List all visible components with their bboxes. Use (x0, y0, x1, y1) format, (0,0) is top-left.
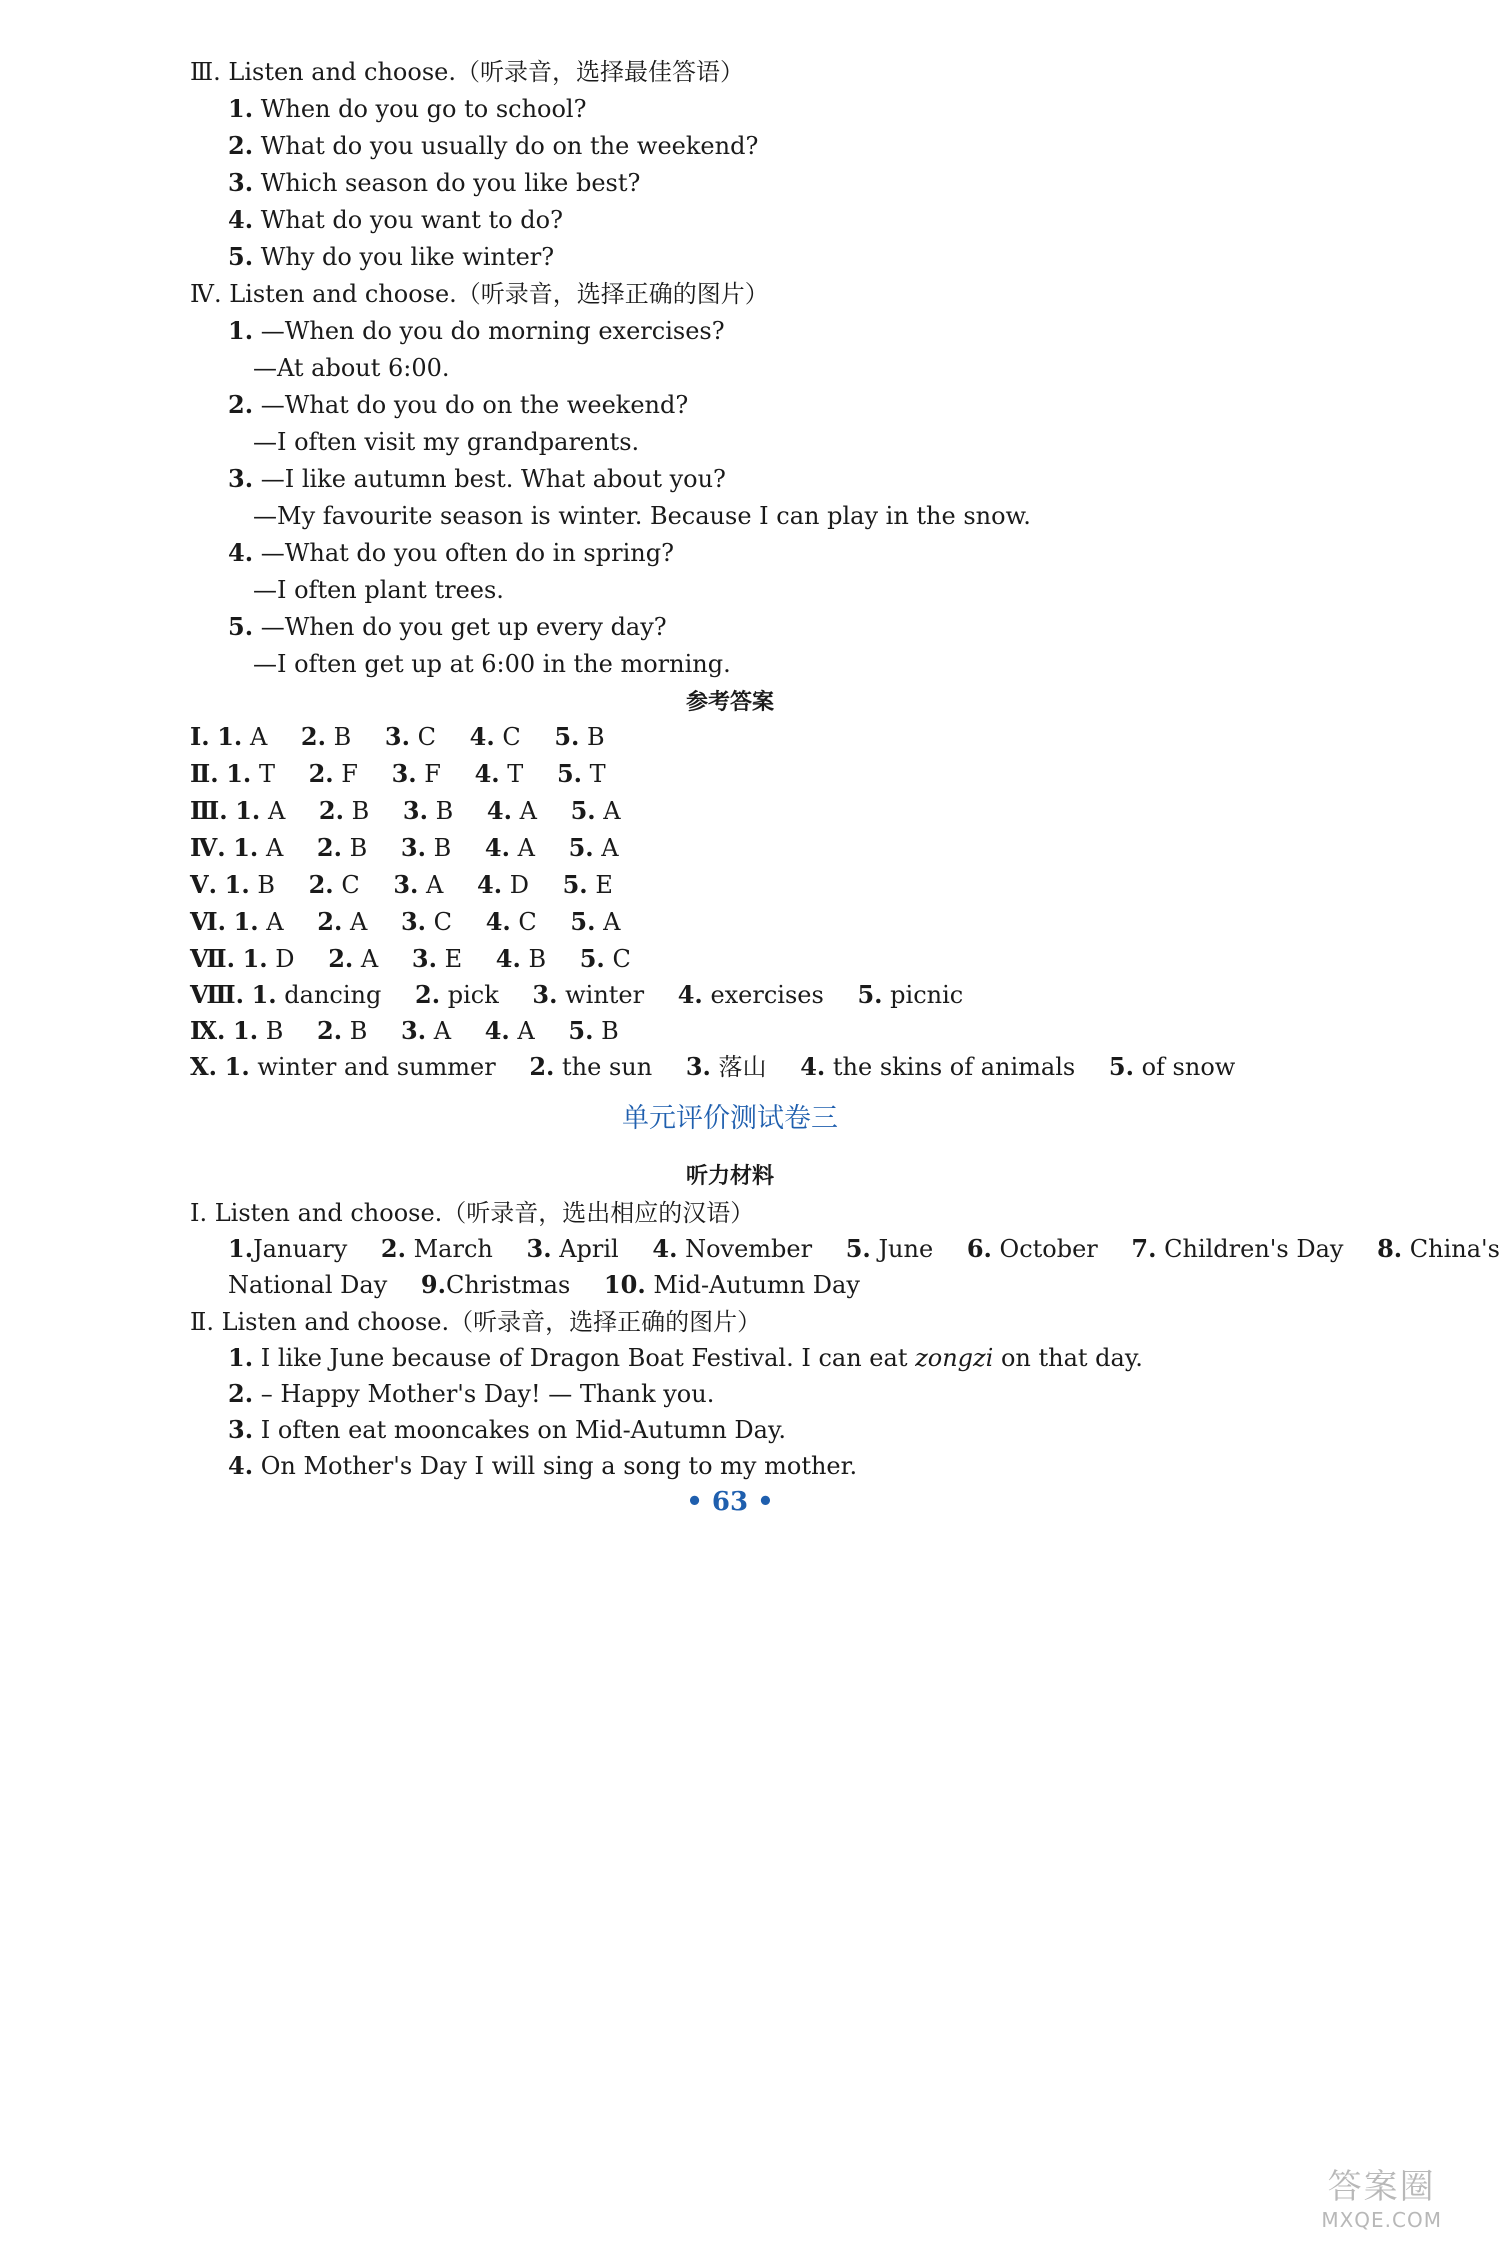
item-number: 1. (228, 316, 254, 345)
dialog-reply: —I often plant trees. (253, 576, 504, 604)
answer-num: 1. (224, 1052, 250, 1081)
answer-value: T (507, 760, 524, 788)
answer-value: A (517, 1017, 535, 1045)
answer-num: 5. (556, 759, 583, 788)
answer-row (190, 832, 619, 864)
list-item (228, 1378, 714, 1410)
answer-num: 2. (308, 870, 334, 899)
item-text: April (559, 1235, 619, 1263)
item-number: 3. (228, 168, 254, 197)
answer-value: A (249, 723, 268, 751)
item-number: 6. (966, 1234, 992, 1263)
answer-row (190, 869, 613, 901)
item-text: —When do you get up every day? (260, 613, 667, 641)
answer-value: exercises (710, 981, 824, 1009)
item-text: What do you usually do on the weekend? (260, 132, 759, 160)
item-number: 2. (228, 390, 254, 419)
answer-num: 3. (393, 870, 419, 899)
answer-value: winter (565, 981, 645, 1009)
item-text: – Happy Mother's Day! — Thank you. (260, 1380, 715, 1408)
answer-value: picnic (890, 981, 964, 1009)
answer-num: 2. (328, 944, 354, 973)
answer-value: B (435, 797, 454, 825)
answer-num: 1. (242, 944, 268, 973)
answer-num: 4. (485, 907, 511, 936)
item-text: I often eat mooncakes on Mid-Autumn Day. (260, 1416, 786, 1444)
item-number: 8. (1377, 1234, 1403, 1263)
answer-num: 4. (486, 796, 512, 825)
unit-title: 单元评价测试卷三 (622, 1103, 838, 1134)
answer-value: A (266, 908, 284, 936)
item-text: I like June because of Dragon Boat Festival. I can eat (260, 1344, 916, 1372)
answer-num: 5. (1108, 1052, 1134, 1081)
answer-row (190, 795, 621, 827)
answer-value: 落山 (718, 1053, 767, 1081)
item-text: October (999, 1235, 1098, 1263)
item-text: Mid-Autumn Day (653, 1271, 860, 1299)
answer-num: 3. (532, 980, 558, 1009)
answer-num: 1. (226, 759, 252, 788)
answer-value: C (417, 723, 436, 751)
item-number: 3. (526, 1234, 552, 1263)
item-number: 2. (228, 1379, 254, 1408)
dialog-question (228, 537, 674, 569)
item-italic-word: zongzi (915, 1344, 994, 1372)
answer-value: A (360, 945, 379, 973)
answer-num: 4. (477, 870, 503, 899)
answer-row (190, 943, 631, 975)
answer-num: 4. (474, 759, 500, 788)
answer-value: B (351, 797, 370, 825)
answer-value: B (257, 871, 275, 899)
item-number: 4. (228, 1451, 254, 1480)
item-number: 2. (380, 1234, 406, 1263)
answer-num: 5. (570, 796, 596, 825)
answer-row (190, 1051, 1235, 1083)
answer-num: 5. (554, 722, 580, 751)
answer-value: A (601, 834, 619, 862)
answer-row (190, 721, 605, 753)
answer-num: 4. (484, 1016, 510, 1045)
answer-value: B (333, 723, 352, 751)
unit3-section-2-title: Ⅱ. Listen and choose.（听录音，选择正确的图片） (190, 1308, 762, 1336)
answer-num: 1. (251, 980, 277, 1009)
answer-value: winter and summer (257, 1053, 496, 1081)
item-number: 5. (228, 612, 254, 641)
answer-roman: Ⅶ. (190, 944, 235, 973)
answer-num: 1. (224, 870, 250, 899)
dialog-question (228, 463, 726, 495)
answer-num: 1. (235, 796, 261, 825)
item-text: What do you want to do? (260, 206, 563, 234)
answer-roman: Ⅴ. (190, 870, 217, 899)
item-number: 2. (228, 131, 254, 160)
answer-num: 2. (318, 796, 344, 825)
dialog-question (228, 389, 688, 421)
answer-num: 2. (317, 907, 343, 936)
answer-value: A (603, 908, 621, 936)
item-text: When do you go to school? (260, 95, 587, 123)
dialog-reply: —I often get up at 6:00 in the morning. (253, 650, 731, 678)
list-item (228, 130, 758, 162)
item-text: November (685, 1235, 813, 1263)
item-number: 3. (228, 1415, 254, 1444)
answer-value: C (502, 723, 521, 751)
answer-num: 2. (529, 1052, 555, 1081)
month-list-continued (228, 1269, 860, 1301)
answer-value: B (349, 834, 368, 862)
item-text: —When do you do morning exercises? (260, 317, 725, 345)
answer-num: 1. (233, 833, 259, 862)
item-number: 9. (420, 1270, 446, 1299)
list-item (228, 167, 640, 199)
dialog-question (228, 611, 667, 643)
list-item (228, 1342, 1143, 1374)
item-number: 4. (652, 1234, 678, 1263)
answer-num: 2. (308, 759, 334, 788)
answer-value: A (519, 797, 537, 825)
section-4-title: Ⅳ. Listen and choose.（听录音，选择正确的图片） (190, 280, 769, 308)
item-text: National Day (228, 1271, 388, 1299)
answer-value: the skins of animals (832, 1053, 1076, 1081)
answer-num: 5. (562, 870, 588, 899)
answer-num: 3. (411, 944, 437, 973)
answer-value: A (426, 871, 444, 899)
list-item (228, 93, 586, 125)
answer-num: 5. (579, 944, 605, 973)
list-item (228, 204, 563, 236)
item-text: June (878, 1235, 934, 1263)
answer-value: F (424, 760, 441, 788)
page-number: • 63 • (686, 1487, 774, 1517)
item-text: March (413, 1235, 493, 1263)
answer-value: B (528, 945, 547, 973)
answer-num: 4. (484, 833, 510, 862)
answer-num: 4. (800, 1052, 826, 1081)
item-text: on that day. (993, 1344, 1143, 1372)
item-text: On Mother's Day I will sing a song to my mother. (260, 1452, 858, 1480)
item-text: January (253, 1235, 348, 1263)
item-number: 1. (228, 94, 254, 123)
section-3-title: Ⅲ. Listen and choose.（听录音，选择最佳答语） (190, 58, 744, 86)
list-item (228, 1414, 786, 1446)
answer-value: B (265, 1017, 284, 1045)
answer-value: B (601, 1017, 619, 1045)
answer-num: 5. (857, 980, 883, 1009)
unit3-section-1-title: Ⅰ. Listen and choose.（听录音，选出相应的汉语） (190, 1199, 755, 1227)
dialog-reply: —My favourite season is winter. Because I can play in the snow. (253, 502, 1031, 530)
list-item (228, 241, 554, 273)
answer-value: A (603, 797, 621, 825)
dialog-question (228, 315, 725, 347)
answer-row (190, 906, 620, 938)
answers-title: 参考答案 (685, 690, 774, 715)
answer-num: 3. (401, 1016, 427, 1045)
answer-roman: Ⅹ. (190, 1052, 217, 1081)
item-text: Children's Day (1164, 1235, 1344, 1263)
answer-value: D (509, 871, 529, 899)
answer-num: 2. (300, 722, 326, 751)
answer-value: pick (447, 981, 499, 1009)
answer-num: 4. (469, 722, 495, 751)
answer-value: A (267, 797, 286, 825)
answer-roman: Ⅰ. (190, 722, 210, 751)
watermark-logo (1321, 2159, 1442, 2232)
answer-num: 2. (415, 980, 441, 1009)
answer-num: 5. (568, 833, 594, 862)
answer-value: E (444, 945, 463, 973)
item-text: Christmas (445, 1271, 571, 1299)
item-number: 1. (228, 1234, 254, 1263)
item-number: 5. (845, 1234, 871, 1263)
answer-num: 3. (402, 796, 428, 825)
answer-row (190, 979, 963, 1011)
answer-num: 4. (677, 980, 703, 1009)
answer-num: 3. (384, 722, 410, 751)
answer-num: 2. (317, 1016, 343, 1045)
answer-roman: Ⅵ. (190, 907, 226, 936)
item-number: 4. (228, 205, 254, 234)
answer-num: 1. (233, 907, 259, 936)
answer-value: E (595, 871, 613, 899)
item-text: Why do you like winter? (260, 243, 555, 271)
answer-value: C (433, 908, 453, 936)
answer-value: F (341, 760, 358, 788)
answer-value: of snow (1141, 1053, 1236, 1081)
watermark-text: 答案圈 (1327, 2167, 1436, 2207)
item-text: Which season do you like best? (260, 169, 641, 197)
answer-value: D (275, 945, 295, 973)
watermark-url: MXQE.COM (1321, 2208, 1442, 2232)
answer-row (190, 1015, 619, 1047)
list-item (228, 1450, 857, 1482)
answer-value: B (587, 723, 605, 751)
answer-num: 3. (400, 907, 427, 936)
answer-value: A (265, 834, 284, 862)
answer-row (190, 758, 606, 790)
answer-num: 4. (495, 944, 521, 973)
answer-num: 5. (570, 907, 596, 936)
item-number: 4. (228, 538, 254, 567)
item-text: China's (1409, 1235, 1500, 1263)
answer-value: C (341, 871, 360, 899)
answer-roman: Ⅱ. (190, 759, 219, 788)
dialog-reply: —I often visit my grandparents. (253, 428, 640, 456)
dialog-reply: —At about 6:00. (253, 354, 450, 382)
answer-num: 3. (400, 833, 426, 862)
answer-value: B (433, 834, 452, 862)
answer-value: B (349, 1017, 368, 1045)
item-number: 7. (1131, 1234, 1157, 1263)
answer-value: T (258, 760, 275, 788)
answer-num: 3. (685, 1052, 711, 1081)
answer-value: dancing (284, 981, 382, 1009)
item-number: 1. (228, 1343, 254, 1372)
answer-roman: Ⅳ. (190, 833, 226, 862)
answer-num: 2. (316, 833, 342, 862)
month-list (228, 1233, 1500, 1265)
answer-roman: Ⅸ. (190, 1016, 226, 1045)
answer-num: 1. (217, 722, 243, 751)
item-number: 3. (228, 464, 254, 493)
answer-num: 5. (568, 1016, 594, 1045)
item-text: —I like autumn best. What about you? (260, 465, 726, 493)
item-text: —What do you often do in spring? (260, 539, 674, 567)
item-number: 10. (603, 1270, 646, 1299)
answer-value: A (433, 1017, 452, 1045)
unit-subtitle: 听力材料 (685, 1164, 774, 1189)
answer-value: the sun (562, 1053, 653, 1081)
item-number: 5. (228, 242, 254, 271)
answer-value: A (349, 908, 368, 936)
answer-roman: Ⅷ. (190, 980, 244, 1009)
answer-num: 3. (391, 759, 417, 788)
answer-value: C (612, 945, 631, 973)
answer-num: 1. (233, 1016, 259, 1045)
answer-value: T (589, 760, 606, 788)
answer-value: C (518, 908, 537, 936)
item-text: —What do you do on the weekend? (260, 391, 689, 419)
answer-value: A (517, 834, 535, 862)
answer-roman: Ⅲ. (190, 796, 228, 825)
